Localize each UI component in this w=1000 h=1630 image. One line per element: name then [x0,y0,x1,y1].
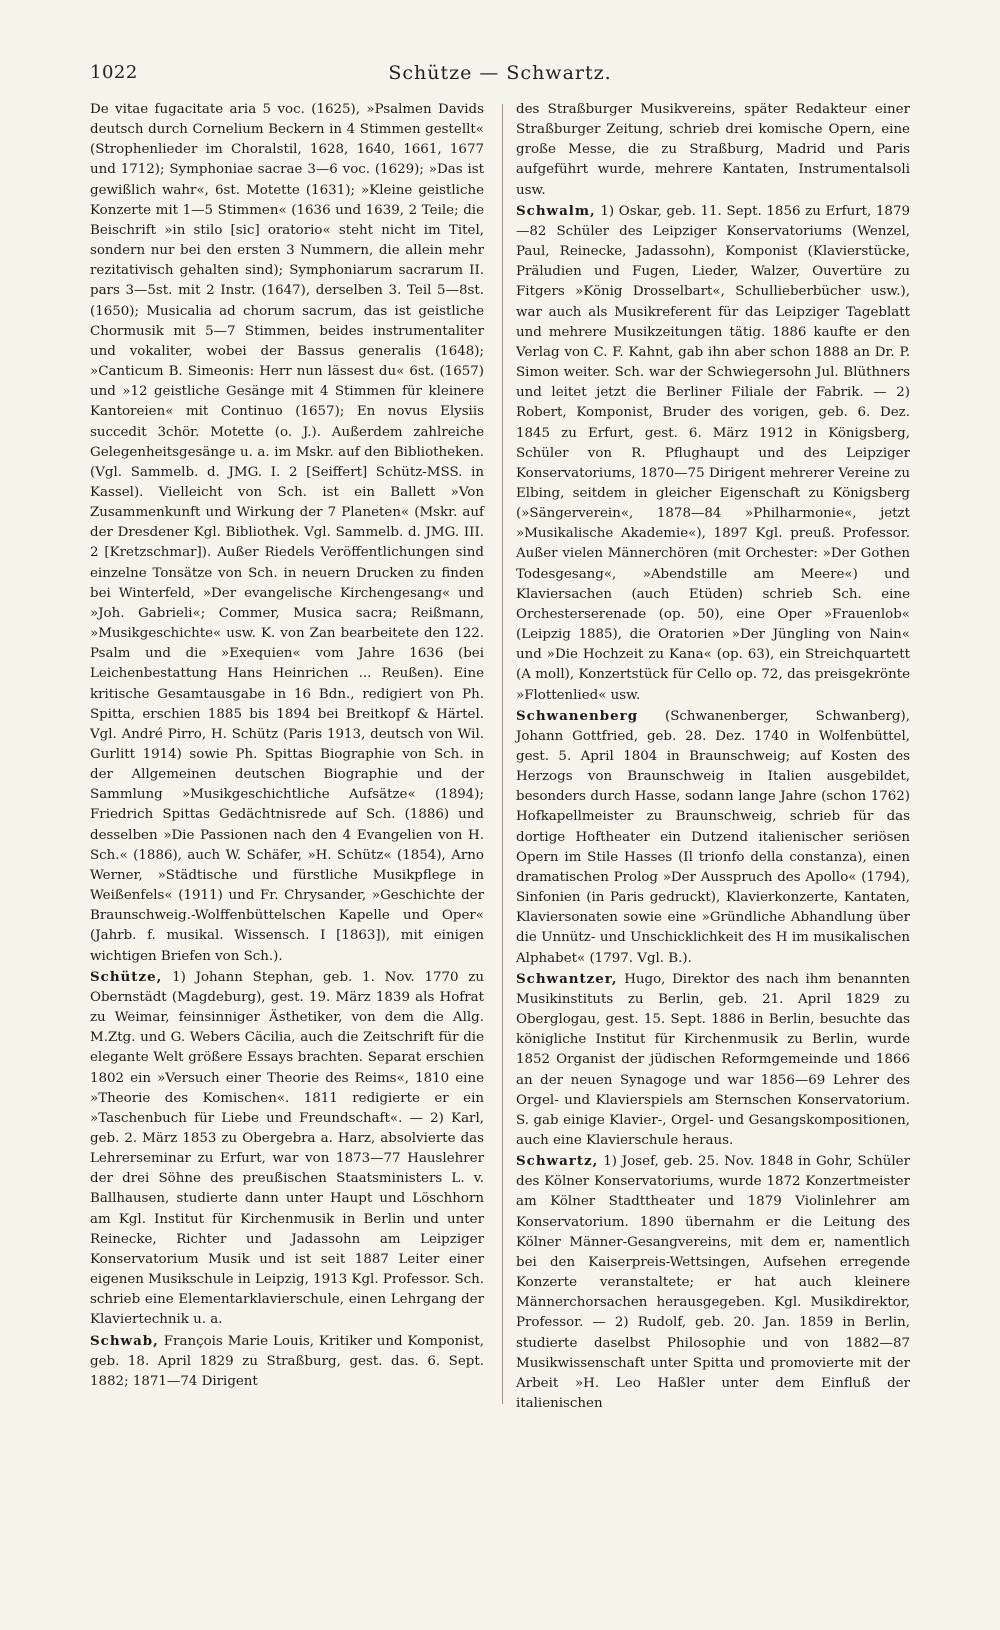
entry-headword: Schwantzer, [516,970,618,987]
entry-body: 1) Johann Stephan, geb. 1. Nov. 1770 zu Obernstädt (Magdeburg), gest. 19. März 1839 als Hofrat zu Weimar, feinsinniger Ästhetiker, von dem die Allg. M.Ztg. und G. Webers Cäcilia, auch die Zeitschrift für die elegante Welt größere Essays brachten. Separat erschien 1802 ein »Versuch einer Theorie des Reims«, 1810 eine »Theorie des Komischen«. 1811 redigierte er ein »Taschenbuch für Liebe und Freundschaft«. — 2) Karl, geb. 2. März 1853 zu Obergebra a. Harz, absolvierte das Lehrerseminar zu Erfurt, war von 1873—77 Hauslehrer der drei Söhne des preußischen Staatsministers L. v. Ballhausen, studierte dann unter Haupt und Löschhorn am Kgl. Institut für Kirchenmusik in Berlin und unter Reinecke, Richter und Jadassohn am Leipziger Konservatorium Musik und ist seit 1887 Leiter einer eigenen Musikschule in Leipzig, 1913 Kgl. Professor. Sch. schrieb eine Elementarklavierschule, einen Lehrgang der Klaviertechnik u. a. [90,969,484,1328]
text-columns [90,100,916,1580]
entry-body: 1) Oskar, geb. 11. Sept. 1856 zu Erfurt, 1879—82 Schüler des Leipziger Konservatoriums (Wenzel, Paul, Reinecke, Jadassohn), Komponist (Klavierstücke, Präludien und Fugen, Lieder, Walzer, Ouvertüre zu Fitgers »König Drosselbart«, Schullieberbücher usw.), war auch als Musikreferent für das Leipziger Tageblatt und mehrere Musikzeitungen tätig. 1886 kaufte er den Verlag von C. F. Kahnt, gab ihn aber schon 1888 an Dr. P. Simon weiter. Sch. war der Schwiegersohn Jul. Blüthners und leitet jetzt die Berliner Filiale der Fabrik. — 2) Robert, Komponist, Bruder des vorigen, geb. 6. Dez. 1845 zu Erfurt, gest. 6. März 1912 in Königsberg, Schüler von R. Pflughaupt und des Leipziger Konservatoriums, 1870—75 Dirigent mehrerer Vereine zu Elbing, seitdem in gleicher Eigenschaft zu Königsberg (»Sängerverein«, 1878—84 »Philharmonie«, jetzt »Musikalische Akademie«), 1897 Kgl. preuß. Professor. Außer vielen Männerchören (mit Orchester: »Der Gothen Todesgesang«, »Abendstille am Meere«) und Klaviersachen (auch Etüden) schrieb Sch. eine Orchesterserenade (op. 50), eine Oper »Frauenlob« (Leipzig 1885), die Oratorien »Der Jüngling von Nain« und »Die Hochzeit zu Kana« (op. 63), ein Streichquartett (A moll), Konzertstück für Cello op. 72, das preisgekrönte »Flottenlied« usw. [516,203,910,703]
continued-entry-text: des Straßburger Musikvereins, später Redakteur einer Straßburger Zeitung, schrieb drei komische Opern, eine große Messe, die zu Straßburg, Madrid und Paris aufgeführt wurde, mehrere Kantaten, Instrumentalsoli usw. [516,102,910,198]
page-header [90,62,910,92]
entry-body: 1) Josef, geb. 25. Nov. 1848 in Gohr, Schüler des Kölner Konservatoriums, wurde 1872 Konzertmeister am Kölner Stadttheater und 1879 Violinlehrer am Konservatorium. 1890 übernahm er die Leitung des Kölner Männer-Gesangvereins, mit dem er, namentlich bei den Kaiserpreis-Wettsingen, Aufsehen erregende Konzerte veranstaltete; er hat auch kleinere Männerchorsachen herausgegeben. Kgl. Musikdirektor, Professor. — 2) Rudolf, geb. 20. Jan. 1859 in Berlin, studierte daselbst Philosophie und von 1882—87 Musikwissenschaft unter Spitta und promovierte mit der Arbeit »H. Leo Haßler unter dem Einfluß der italienischen [516,1154,910,1411]
entry-headword: Schwanenberg [516,707,639,724]
running-head: Schütze — Schwartz. [388,62,612,84]
entry-body: François Marie Louis, Kritiker und Komponist, geb. 18. April 1829 zu Straßburg, gest. das. 6. Sept. 1882; 1871—74 Dirigent [90,1333,484,1389]
continued-entry-text: De vitae fugacitate aria 5 voc. (1625), »Psalmen Davids deutsch durch Cornelium Beckern in 4 Stimmen gestellt« (Strophenlieder im Choralstil, 1628, 1640, 1661, 1677 und 1712); Symphoniae sacrae 3—6 voc. (1629); »Das ist gewißlich wahr«, 6st. Motette (1631); »Kleine geistliche Konzerte mit 1—5 Stimmen« (1636 und 1639, 2 Teile; die Beischrift »in stilo [sic] oratorio« steht nicht im Titel, sondern nur bei den ersten 3 Nummern, die allein mehr rezitativisch gehalten sind); Symphoniarum sacrarum II. pars 3—5st. mit 2 Instr. (1647), derselben 3. Teil 5—8st. (1650); Musicalia ad chorum sacrum, das ist geistliche Chormusik mit 5—7 Stimmen, beides instrumentaliter und vokaliter, wobei der Bassus generalis (1648); »Canticum B. Simeonis: Herr nun lässest du« 6st. (1657) und »12 geistliche Gesänge mit 4 Stimmen für kleinere Kantoreien« mit Continuo (1657); En novus Elysiis succedit 3chör. Motette (o. J.). Außerdem zahlreiche Gelegenheitsgesänge u. a. im Mskr. auf den Bibliotheken. (Vgl. Sammelb. d. JMG. I. 2 [Seiffert] Schütz-MSS. in Kassel). Vielleicht von Sch. ist ein Ballett »Von Zusammenkunft und Wirkung der 7 Planeten« (Mskr. auf der Dresdener Kgl. Bibliothek. Vgl. Sammelb. d. JMG. III. 2 [Kretzschmar]). Außer Riedels Veröffentlichungen sind einzelne Tonsätze von Sch. in neuern Drucken zu finden bei Winterfeld, »Der evangelische Kirchengesang« und »Joh. Gabrieli«; Commer, Musica sacra; Reißmann, »Musikgeschichte« usw. K. von Zan bearbeitete den 122. Psalm und die »Exequien« vom Jahre 1636 (bei Leichenbestattung Hans Heinrichen ... Reußen). Eine kritische Gesamtausgabe in 16 Bdn., redigiert von Ph. Spitta, erschien 1885 bis 1894 bei Breitkopf & Härtel. Vgl. André Pirro, H. Schütz (Paris 1913, deutsch von Wil. Gurlitt 1914) sowie Ph. Spittas Biographie von Sch. in der Allgemeinen deutschen Biographie und der Sammlung »Musikgeschichtliche Aufsätze« (1894); Friedrich Spittas Gedächtnisrede auf Sch. (1886) und desselben »Die Passionen nach den 4 Evangelien von H. Sch.« (1886), auch W. Schäfer, »H. Schütz« (1854), Arno Werner, »Städtische und fürstliche Musikpflege in Weißenfels« (1911) und Fr. Chrysander, »Geschichte der Braunschweig.-Wolffenbüttelschen Kapelle und Oper« (Jahrb. f. musikal. Wissensch. I [1863]), mit einigen wichtigen Briefen von Sch.). [90,102,484,964]
left-column [90,100,484,1392]
right-column [516,100,910,1414]
entry-headword: Schwartz, [516,1153,599,1170]
entry-schwanenberg [516,706,910,969]
column-divider [502,104,503,1404]
entry-body: (Schwanenberger, Schwanberg), Johann Gottfried, geb. 28. Dez. 1740 in Wolfenbüttel, gest. 5. April 1804 in Braunschweig; auf Kosten des Herzogs von Braunschweig in Italien ausgebildet, besonders durch Hasse, sodann lange Jahre (schon 1762) Hofkapellmeister zu Braunschweig, schrieb für das dortige Hoftheater ein Dutzend italienischer seriösen Opern im Stile Hasses (Il trionfo della constanza), einen dramatischen Prolog »Der Ausspruch des Apollo« (1794), Sinfonien (in Paris gedruckt), Klavierkonzerte, Kantaten, Klaviersonaten sowie eine »Gründliche Abhandlung über die Unnütz- und Unschicklichkeit des H im musikalischen Alphabet« (1797. Vgl. B.). [516,708,910,966]
entry-body: Hugo, Direktor des nach ihm benannten Musikinstituts zu Berlin, geb. 21. April 1829 zu Oberglogau, gest. 15. Sept. 1886 in Berlin, besuchte das königliche Institut für Kirchenmusik zu Berlin, wurde 1852 Organist der jüdischen Reformgemeinde und 1866 an der neuen Synagoge und war 1856—69 Lehrer des Orgel- und Klavierspiels am Sternschen Konservatorium. S. gab einige Klavier-, Orgel- und Gesangskompositionen, auch eine Klavierschule heraus. [516,971,910,1148]
entry-schwalm [516,201,910,706]
entry-headword: Schwalm, [516,202,596,219]
page-number: 1022 [90,62,138,83]
entry-schwartz [516,1151,910,1414]
entry-headword: Schwab, [90,1332,159,1349]
entry-schuetze [90,967,484,1331]
entry-schwab [90,1331,484,1392]
entry-headword: Schütze, [90,968,163,985]
entry-schwantzer [516,969,910,1151]
